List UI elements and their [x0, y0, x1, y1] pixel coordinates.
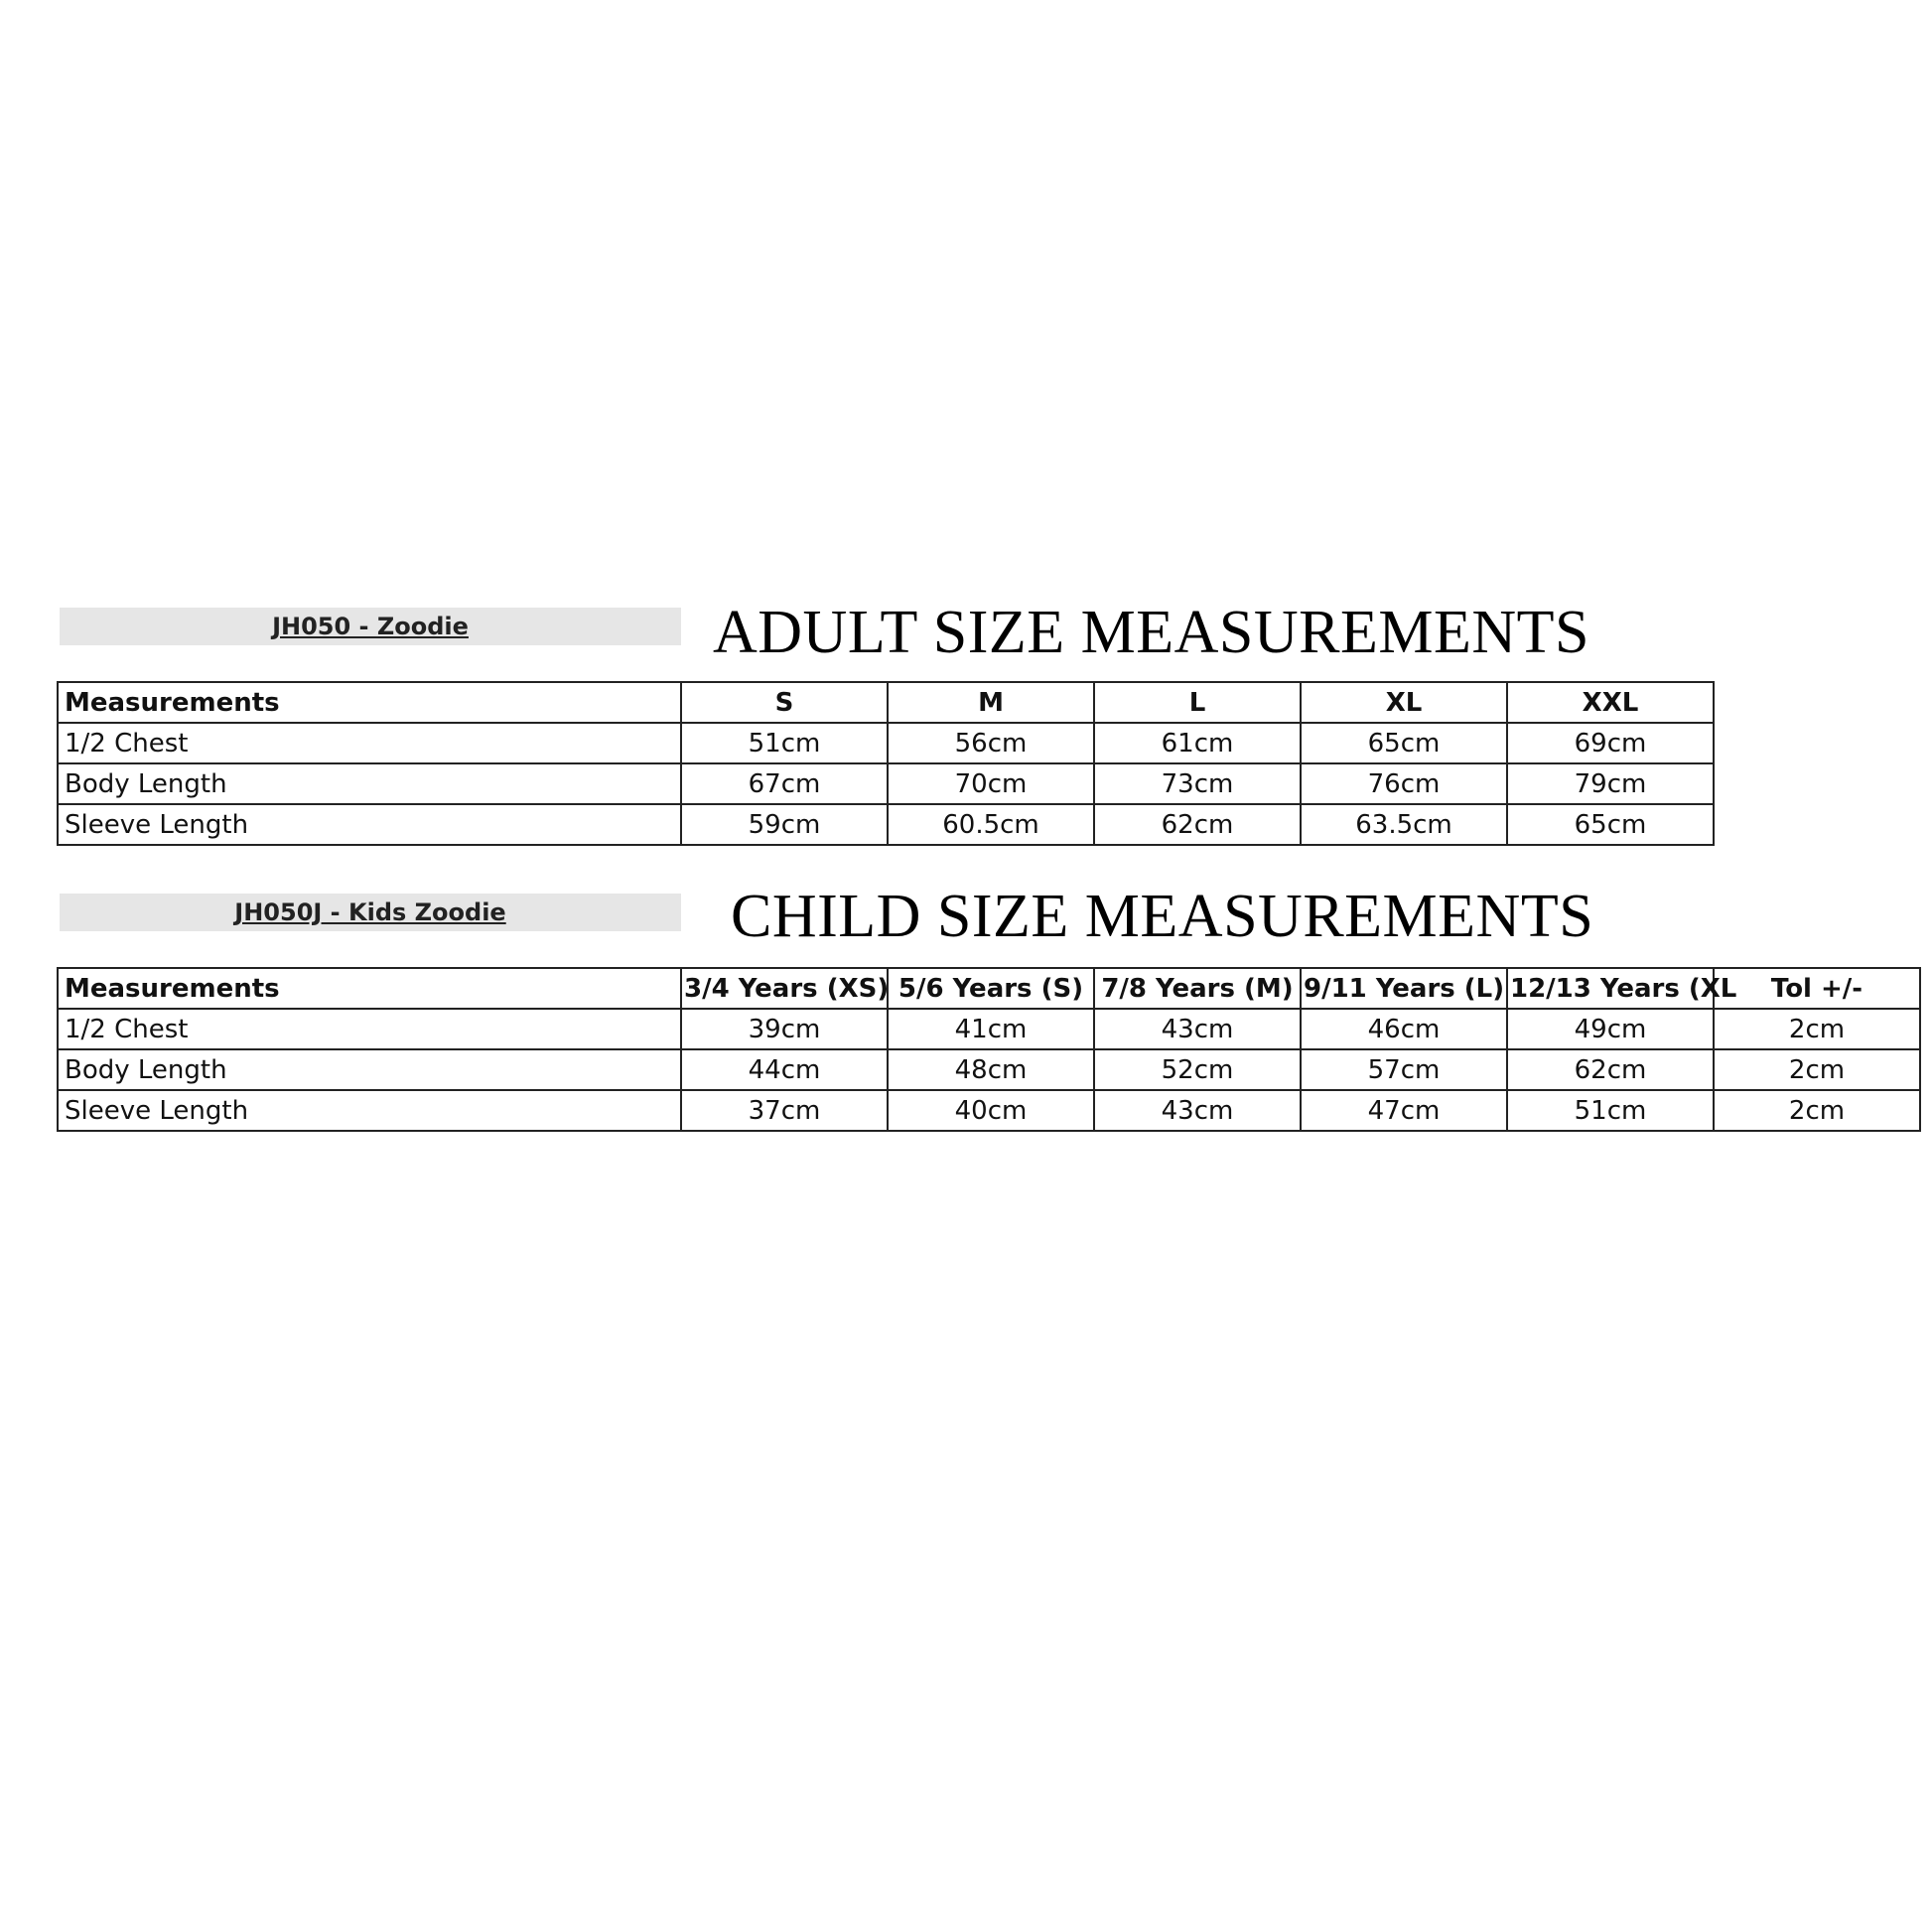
table-cell: 57cm [1301, 1049, 1507, 1090]
table-cell: 40cm [888, 1090, 1094, 1131]
table-row [58, 763, 1714, 804]
table-cell: 62cm [1094, 804, 1301, 845]
child-product-label: JH050J - Kids Zoodie [60, 894, 681, 931]
header-cell: L [1094, 682, 1301, 723]
table-cell: 46cm [1301, 1009, 1507, 1049]
table-cell: 51cm [681, 723, 888, 763]
table-cell: 2cm [1714, 1090, 1920, 1131]
table-cell: 44cm [681, 1049, 888, 1090]
header-cell: XL [1301, 682, 1507, 723]
table-cell: 65cm [1507, 804, 1714, 845]
table-cell: 2cm [1714, 1009, 1920, 1049]
table-cell: 41cm [888, 1009, 1094, 1049]
header-cell: 9/11 Years (L) [1301, 968, 1507, 1009]
table-cell: 69cm [1507, 723, 1714, 763]
table-cell: 76cm [1301, 763, 1507, 804]
table-cell: 49cm [1507, 1009, 1714, 1049]
child-section-title: CHILD SIZE MEASUREMENTS [731, 883, 1594, 950]
adult-section-title: ADULT SIZE MEASUREMENTS [713, 599, 1590, 666]
table-cell: 52cm [1094, 1049, 1301, 1090]
table-cell: 61cm [1094, 723, 1301, 763]
row-label: Sleeve Length [58, 804, 681, 845]
header-cell: 5/6 Years (S) [888, 968, 1094, 1009]
table-cell: 48cm [888, 1049, 1094, 1090]
adult-size-table [57, 681, 1715, 846]
header-cell: 7/8 Years (M) [1094, 968, 1301, 1009]
adult-product-label: JH050 - Zoodie [60, 608, 681, 645]
table-cell: 67cm [681, 763, 888, 804]
row-label: Body Length [58, 1049, 681, 1090]
header-cell: XXL [1507, 682, 1714, 723]
row-label: Body Length [58, 763, 681, 804]
table-cell: 62cm [1507, 1049, 1714, 1090]
table-row [58, 1090, 1920, 1131]
header-cell: Tol +/- [1714, 968, 1920, 1009]
table-cell: 63.5cm [1301, 804, 1507, 845]
row-label: 1/2 Chest [58, 1009, 681, 1049]
table-row [58, 1009, 1920, 1049]
table-header-row [58, 682, 1714, 723]
table-cell: 59cm [681, 804, 888, 845]
header-cell: S [681, 682, 888, 723]
table-cell: 56cm [888, 723, 1094, 763]
table-cell: 79cm [1507, 763, 1714, 804]
table-header-row [58, 968, 1920, 1009]
table-cell: 39cm [681, 1009, 888, 1049]
table-cell: 43cm [1094, 1009, 1301, 1049]
table-cell: 70cm [888, 763, 1094, 804]
table-cell: 47cm [1301, 1090, 1507, 1131]
table-cell: 73cm [1094, 763, 1301, 804]
header-cell: Measurements [58, 968, 681, 1009]
table-cell: 2cm [1714, 1049, 1920, 1090]
table-cell: 37cm [681, 1090, 888, 1131]
child-size-table [57, 967, 1921, 1132]
header-cell: 3/4 Years (XS) [681, 968, 888, 1009]
row-label: Sleeve Length [58, 1090, 681, 1131]
row-label: 1/2 Chest [58, 723, 681, 763]
table-cell: 51cm [1507, 1090, 1714, 1131]
table-cell: 43cm [1094, 1090, 1301, 1131]
table-row [58, 723, 1714, 763]
header-cell: M [888, 682, 1094, 723]
table-row [58, 1049, 1920, 1090]
table-row [58, 804, 1714, 845]
table-cell: 65cm [1301, 723, 1507, 763]
header-cell: Measurements [58, 682, 681, 723]
table-cell: 60.5cm [888, 804, 1094, 845]
header-cell: 12/13 Years (XL [1507, 968, 1714, 1009]
